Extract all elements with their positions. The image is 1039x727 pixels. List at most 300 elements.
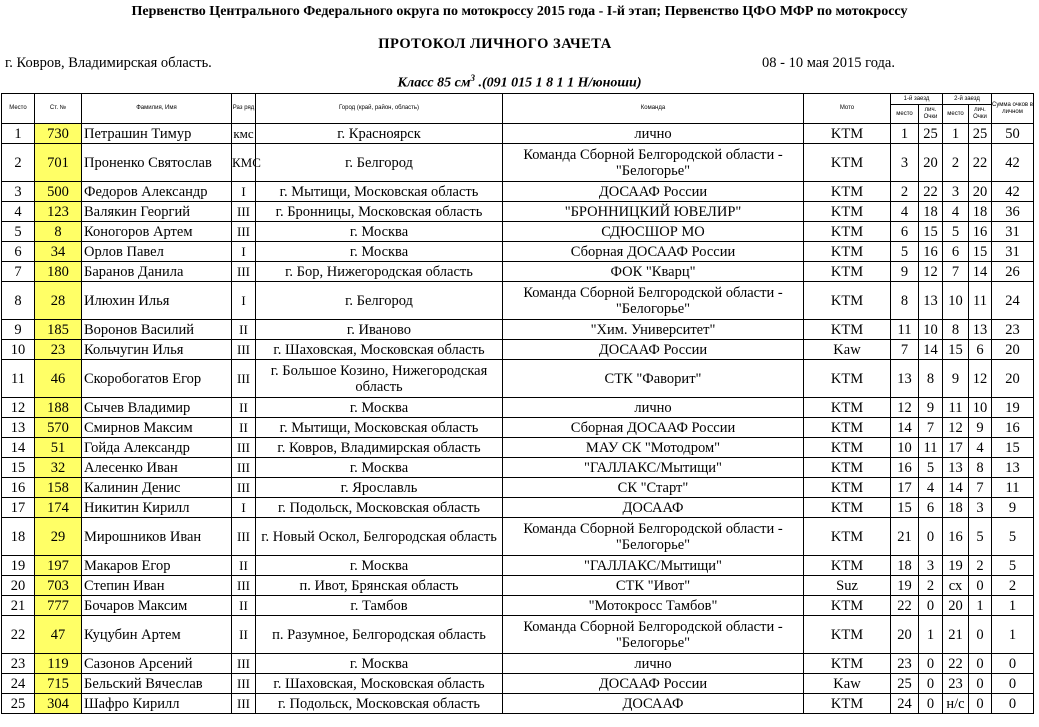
cell-name: Петрашин Тимур (82, 124, 232, 144)
cell-number: 570 (35, 418, 82, 438)
cell-race2-points: 2 (969, 556, 992, 576)
cell-number: 23 (35, 340, 82, 360)
cell-city: г. Москва (256, 654, 503, 674)
cell-rank: I (232, 242, 256, 262)
cell-rank: III (232, 654, 256, 674)
cell-total: 11 (992, 478, 1034, 498)
table-row (2, 144, 1034, 182)
cell-race1-place: 24 (891, 694, 919, 714)
cell-name: Никитин Кирилл (82, 498, 232, 518)
class-suffix: .(091 015 1 8 1 1 Н/юноши) (474, 75, 642, 91)
cell-race1-points: 13 (919, 282, 943, 320)
cell-rank: III (232, 340, 256, 360)
cell-team: Команда Сборной Белгородской области - "Белогорье" (503, 144, 804, 182)
cell-race2-points: 6 (969, 340, 992, 360)
cell-race1-points: 0 (919, 694, 943, 714)
cell-race1-points: 0 (919, 596, 943, 616)
class-line (0, 73, 1039, 92)
table-row (2, 398, 1034, 418)
cell-race1-place: 16 (891, 458, 919, 478)
cell-moto: KTM (804, 360, 891, 398)
cell-city: г. Большое Козино, Нижегородская область (256, 360, 503, 398)
cell-team: "Мотокросс Тамбов" (503, 596, 804, 616)
cell-race1-points: 6 (919, 498, 943, 518)
cell-city: г. Бронницы, Московская область (256, 202, 503, 222)
cell-name: Сазонов Арсений (82, 654, 232, 674)
table-row (2, 262, 1034, 282)
cell-city: г. Новый Оскол, Белгородская область (256, 518, 503, 556)
cell-total: 0 (992, 674, 1034, 694)
cell-total: 2 (992, 576, 1034, 596)
cell-number: 777 (35, 596, 82, 616)
cell-race1-points: 20 (919, 144, 943, 182)
cell-race2-points: 1 (969, 596, 992, 616)
cell-moto: KTM (804, 282, 891, 320)
cell-race1-points: 15 (919, 222, 943, 242)
cell-city: г. Москва (256, 242, 503, 262)
cell-place: 16 (2, 478, 35, 498)
table-row (2, 360, 1034, 398)
cell-race1-place: 17 (891, 478, 919, 498)
cell-race2-points: 7 (969, 478, 992, 498)
cell-city: г. Ярославль (256, 478, 503, 498)
cell-place: 22 (2, 616, 35, 654)
cell-rank: III (232, 478, 256, 498)
cell-rank: кмс (232, 124, 256, 144)
cell-race2-place: 18 (943, 498, 969, 518)
cell-name: Скоробогатов Егор (82, 360, 232, 398)
cell-race2-place: 8 (943, 320, 969, 340)
cell-number: 703 (35, 576, 82, 596)
cell-race2-points: 16 (969, 222, 992, 242)
cell-race1-points: 18 (919, 202, 943, 222)
cell-city: г. Москва (256, 556, 503, 576)
cell-race1-place: 10 (891, 438, 919, 458)
cell-race2-points: 12 (969, 360, 992, 398)
cell-race1-place: 23 (891, 654, 919, 674)
cell-race1-points: 3 (919, 556, 943, 576)
cell-rank: II (232, 398, 256, 418)
cell-number: 197 (35, 556, 82, 576)
cell-total: 36 (992, 202, 1034, 222)
cell-rank: III (232, 576, 256, 596)
cell-moto: KTM (804, 182, 891, 202)
cell-race2-points: 18 (969, 202, 992, 222)
cell-rank: III (232, 202, 256, 222)
cell-race2-place: 21 (943, 616, 969, 654)
cell-race1-place: 9 (891, 262, 919, 282)
cell-name: Проненко Святослав (82, 144, 232, 182)
cell-rank: III (232, 262, 256, 282)
col-race1-place-header: место (891, 105, 919, 124)
cell-race1-place: 7 (891, 340, 919, 360)
cell-team: СТК "Ивот" (503, 576, 804, 596)
cell-rank: III (232, 438, 256, 458)
cell-moto: KTM (804, 398, 891, 418)
cell-race2-place: 20 (943, 596, 969, 616)
cell-total: 42 (992, 182, 1034, 202)
cell-team: "ГАЛЛАКС/Мытищи" (503, 458, 804, 478)
cell-city: г. Иваново (256, 320, 503, 340)
cell-team: лично (503, 398, 804, 418)
cell-rank: II (232, 596, 256, 616)
cell-race1-points: 22 (919, 182, 943, 202)
cell-total: 0 (992, 654, 1034, 674)
cell-place: 12 (2, 398, 35, 418)
cell-rank: III (232, 674, 256, 694)
cell-team: Сборная ДОСААФ России (503, 418, 804, 438)
cell-team: "ГАЛЛАКС/Мытищи" (503, 556, 804, 576)
cell-race2-place: 11 (943, 398, 969, 418)
table-row (2, 458, 1034, 478)
cell-race2-place: сх (943, 576, 969, 596)
cell-number: 47 (35, 616, 82, 654)
cell-city: г. Белгород (256, 282, 503, 320)
cell-race2-points: 25 (969, 124, 992, 144)
cell-total: 26 (992, 262, 1034, 282)
cell-total: 15 (992, 438, 1034, 458)
cell-race2-place: 2 (943, 144, 969, 182)
cell-race1-place: 3 (891, 144, 919, 182)
cell-race1-points: 5 (919, 458, 943, 478)
cell-rank: III (232, 222, 256, 242)
cell-total: 9 (992, 498, 1034, 518)
col-city-header: Город (край, район, область) (256, 94, 503, 124)
cell-moto: KTM (804, 498, 891, 518)
cell-race1-points: 14 (919, 340, 943, 360)
cell-rank: III (232, 694, 256, 714)
cell-total: 1 (992, 596, 1034, 616)
cell-city: г. Подольск, Московская область (256, 694, 503, 714)
table-row (2, 498, 1034, 518)
cell-rank: II (232, 320, 256, 340)
cell-name: Коногоров Артем (82, 222, 232, 242)
cell-team: лично (503, 124, 804, 144)
cell-race2-place: 15 (943, 340, 969, 360)
cell-race2-points: 20 (969, 182, 992, 202)
cell-total: 50 (992, 124, 1034, 144)
cell-team: Команда Сборной Белгородской области - "Белогорье" (503, 518, 804, 556)
cell-race2-place: 17 (943, 438, 969, 458)
cell-race2-points: 3 (969, 498, 992, 518)
cell-name: Орлов Павел (82, 242, 232, 262)
cell-race2-points: 4 (969, 438, 992, 458)
cell-race1-place: 12 (891, 398, 919, 418)
cell-race1-points: 16 (919, 242, 943, 262)
cell-team: Сборная ДОСААФ России (503, 242, 804, 262)
cell-city: г. Мытищи, Московская область (256, 418, 503, 438)
cell-race1-place: 14 (891, 418, 919, 438)
cell-moto: KTM (804, 458, 891, 478)
cell-race1-place: 19 (891, 576, 919, 596)
cell-total: 5 (992, 556, 1034, 576)
col-race2-header: 2-й заезд (943, 94, 992, 105)
col-race2-place-header: место (943, 105, 969, 124)
table-row (2, 518, 1034, 556)
cell-moto: KTM (804, 616, 891, 654)
table-row (2, 418, 1034, 438)
table-row (2, 202, 1034, 222)
cell-team: "БРОННИЦКИЙ ЮВЕЛИР" (503, 202, 804, 222)
protocol-subtitle: ПРОТОКОЛ ЛИЧНОГО ЗАЧЕТА (378, 36, 612, 52)
cell-team: ФОК "Кварц" (503, 262, 804, 282)
cell-race2-points: 0 (969, 694, 992, 714)
cell-name: Илюхин Илья (82, 282, 232, 320)
event-location: г. Ковров, Владимирская область. (5, 55, 212, 71)
cell-race2-place: 6 (943, 242, 969, 262)
cell-name: Баранов Данила (82, 262, 232, 282)
table-row (2, 182, 1034, 202)
cell-race2-points: 8 (969, 458, 992, 478)
cell-number: 500 (35, 182, 82, 202)
cell-team: Команда Сборной Белгородской области - "Белогорье" (503, 282, 804, 320)
cell-total: 20 (992, 340, 1034, 360)
col-rank-header: Раз ряд (232, 94, 256, 124)
cell-moto: KTM (804, 694, 891, 714)
cell-moto: KTM (804, 202, 891, 222)
cell-race1-place: 13 (891, 360, 919, 398)
table-row (2, 282, 1034, 320)
cell-race1-points: 0 (919, 654, 943, 674)
cell-race2-points: 5 (969, 518, 992, 556)
cell-number: 8 (35, 222, 82, 242)
cell-team: СК "Старт" (503, 478, 804, 498)
cell-race2-points: 9 (969, 418, 992, 438)
cell-race2-place: 13 (943, 458, 969, 478)
cell-race1-place: 18 (891, 556, 919, 576)
cell-moto: KTM (804, 418, 891, 438)
cell-race1-points: 25 (919, 124, 943, 144)
cell-total: 19 (992, 398, 1034, 418)
cell-race2-place: 22 (943, 654, 969, 674)
col-team-header: Команда (503, 94, 804, 124)
cell-race2-place: 12 (943, 418, 969, 438)
cell-place: 9 (2, 320, 35, 340)
cell-team: "Хим. Университет" (503, 320, 804, 340)
cell-number: 715 (35, 674, 82, 694)
cell-city: г. Москва (256, 398, 503, 418)
cell-race1-points: 7 (919, 418, 943, 438)
cell-moto: Kaw (804, 340, 891, 360)
cell-race1-place: 25 (891, 674, 919, 694)
cell-number: 32 (35, 458, 82, 478)
cell-race2-place: 19 (943, 556, 969, 576)
table-row (2, 320, 1034, 340)
cell-number: 51 (35, 438, 82, 458)
cell-number: 29 (35, 518, 82, 556)
cell-race1-place: 5 (891, 242, 919, 262)
cell-name: Кольчугин Илья (82, 340, 232, 360)
cell-city: г. Москва (256, 458, 503, 478)
cell-total: 5 (992, 518, 1034, 556)
cell-moto: Suz (804, 576, 891, 596)
cell-team: ДОСААФ (503, 694, 804, 714)
cell-number: 180 (35, 262, 82, 282)
cell-place: 2 (2, 144, 35, 182)
cell-name: Смирнов Максим (82, 418, 232, 438)
results-table (1, 93, 1034, 714)
cell-moto: KTM (804, 242, 891, 262)
cell-moto: Kaw (804, 674, 891, 694)
cell-rank: I (232, 282, 256, 320)
cell-place: 25 (2, 694, 35, 714)
cell-moto: KTM (804, 596, 891, 616)
cell-race1-points: 11 (919, 438, 943, 458)
cell-race1-place: 11 (891, 320, 919, 340)
cell-moto: KTM (804, 478, 891, 498)
cell-name: Куцубин Артем (82, 616, 232, 654)
cell-rank: III (232, 518, 256, 556)
cell-name: Алесенко Иван (82, 458, 232, 478)
cell-name: Шафро Кирилл (82, 694, 232, 714)
cell-race1-place: 1 (891, 124, 919, 144)
table-row (2, 556, 1034, 576)
cell-race1-points: 8 (919, 360, 943, 398)
table-row (2, 242, 1034, 262)
event-dates: 08 - 10 мая 2015 года. (762, 55, 895, 71)
table-row (2, 576, 1034, 596)
cell-race1-place: 15 (891, 498, 919, 518)
cell-race1-points: 4 (919, 478, 943, 498)
cell-place: 23 (2, 654, 35, 674)
table-row (2, 616, 1034, 654)
cell-place: 4 (2, 202, 35, 222)
cell-place: 20 (2, 576, 35, 596)
cell-place: 3 (2, 182, 35, 202)
cell-place: 14 (2, 438, 35, 458)
cell-moto: KTM (804, 222, 891, 242)
cell-number: 46 (35, 360, 82, 398)
cell-number: 34 (35, 242, 82, 262)
cell-race2-points: 22 (969, 144, 992, 182)
cell-total: 31 (992, 222, 1034, 242)
cell-place: 7 (2, 262, 35, 282)
table-row (2, 438, 1034, 458)
cell-rank: I (232, 182, 256, 202)
results-body (2, 124, 1034, 714)
cell-moto: KTM (804, 124, 891, 144)
cell-team: СДЮСШОР МО (503, 222, 804, 242)
table-row (2, 596, 1034, 616)
cell-total: 13 (992, 458, 1034, 478)
cell-city: г. Шаховская, Московская область (256, 340, 503, 360)
cell-rank: III (232, 360, 256, 398)
cell-moto: KTM (804, 654, 891, 674)
cell-number: 304 (35, 694, 82, 714)
cell-name: Воронов Василий (82, 320, 232, 340)
cell-race2-place: 3 (943, 182, 969, 202)
cell-team: ДОСААФ (503, 498, 804, 518)
cell-name: Валякин Георгий (82, 202, 232, 222)
col-place-header: Место (2, 94, 35, 124)
cell-race1-points: 12 (919, 262, 943, 282)
cell-race2-points: 15 (969, 242, 992, 262)
cell-name: Бочаров Максим (82, 596, 232, 616)
cell-city: п. Ивот, Брянская область (256, 576, 503, 596)
cell-total: 24 (992, 282, 1034, 320)
cell-number: 701 (35, 144, 82, 182)
cell-moto: KTM (804, 144, 891, 182)
cell-number: 730 (35, 124, 82, 144)
cell-team: ДОСААФ России (503, 674, 804, 694)
cell-race1-points: 2 (919, 576, 943, 596)
cell-name: Макаров Егор (82, 556, 232, 576)
cell-name: Степин Иван (82, 576, 232, 596)
col-moto-header: Мото (804, 94, 891, 124)
cell-team: ДОСААФ России (503, 182, 804, 202)
cell-place: 5 (2, 222, 35, 242)
cell-name: Мирошников Иван (82, 518, 232, 556)
cell-place: 6 (2, 242, 35, 262)
cell-race2-points: 14 (969, 262, 992, 282)
cell-number: 185 (35, 320, 82, 340)
cell-city: г. Шаховская, Московская область (256, 674, 503, 694)
cell-city: г. Мытищи, Московская область (256, 182, 503, 202)
cell-race1-place: 4 (891, 202, 919, 222)
table-row (2, 654, 1034, 674)
cell-race2-place: 14 (943, 478, 969, 498)
cell-name: Бельский Вячеслав (82, 674, 232, 694)
cell-rank: III (232, 458, 256, 478)
cell-race2-place: н/с (943, 694, 969, 714)
cell-race2-points: 13 (969, 320, 992, 340)
cell-race2-points: 0 (969, 616, 992, 654)
cell-place: 21 (2, 596, 35, 616)
cell-number: 174 (35, 498, 82, 518)
cell-number: 188 (35, 398, 82, 418)
cell-race2-place: 1 (943, 124, 969, 144)
cell-rank: КМС (232, 144, 256, 182)
table-row (2, 478, 1034, 498)
cell-total: 42 (992, 144, 1034, 182)
cell-race1-points: 10 (919, 320, 943, 340)
cell-race1-points: 9 (919, 398, 943, 418)
cell-total: 0 (992, 694, 1034, 714)
cell-place: 13 (2, 418, 35, 438)
cell-rank: I (232, 498, 256, 518)
table-row (2, 124, 1034, 144)
cell-moto: KTM (804, 556, 891, 576)
col-race2-points-header: лич. Очки (969, 105, 992, 124)
cell-city: г. Бор, Нижегородская область (256, 262, 503, 282)
cell-name: Калинин Денис (82, 478, 232, 498)
cell-rank: II (232, 556, 256, 576)
cell-race2-points: 11 (969, 282, 992, 320)
cell-city: г. Москва (256, 222, 503, 242)
cell-total: 31 (992, 242, 1034, 262)
cell-total: 1 (992, 616, 1034, 654)
col-name-header: Фамилия, Имя (82, 94, 232, 124)
cell-race1-points: 0 (919, 518, 943, 556)
cell-race2-place: 7 (943, 262, 969, 282)
cell-place: 15 (2, 458, 35, 478)
table-row (2, 340, 1034, 360)
cell-race2-place: 5 (943, 222, 969, 242)
class-superscript: 3 (470, 73, 475, 83)
cell-city: г. Тамбов (256, 596, 503, 616)
cell-rank: II (232, 616, 256, 654)
cell-race1-points: 1 (919, 616, 943, 654)
cell-rank: II (232, 418, 256, 438)
cell-place: 1 (2, 124, 35, 144)
cell-race1-place: 21 (891, 518, 919, 556)
cell-place: 17 (2, 498, 35, 518)
cell-team: Команда Сборной Белгородской области - "Белогорье" (503, 616, 804, 654)
cell-race1-place: 22 (891, 596, 919, 616)
cell-team: лично (503, 654, 804, 674)
cell-race2-place: 23 (943, 674, 969, 694)
cell-number: 123 (35, 202, 82, 222)
